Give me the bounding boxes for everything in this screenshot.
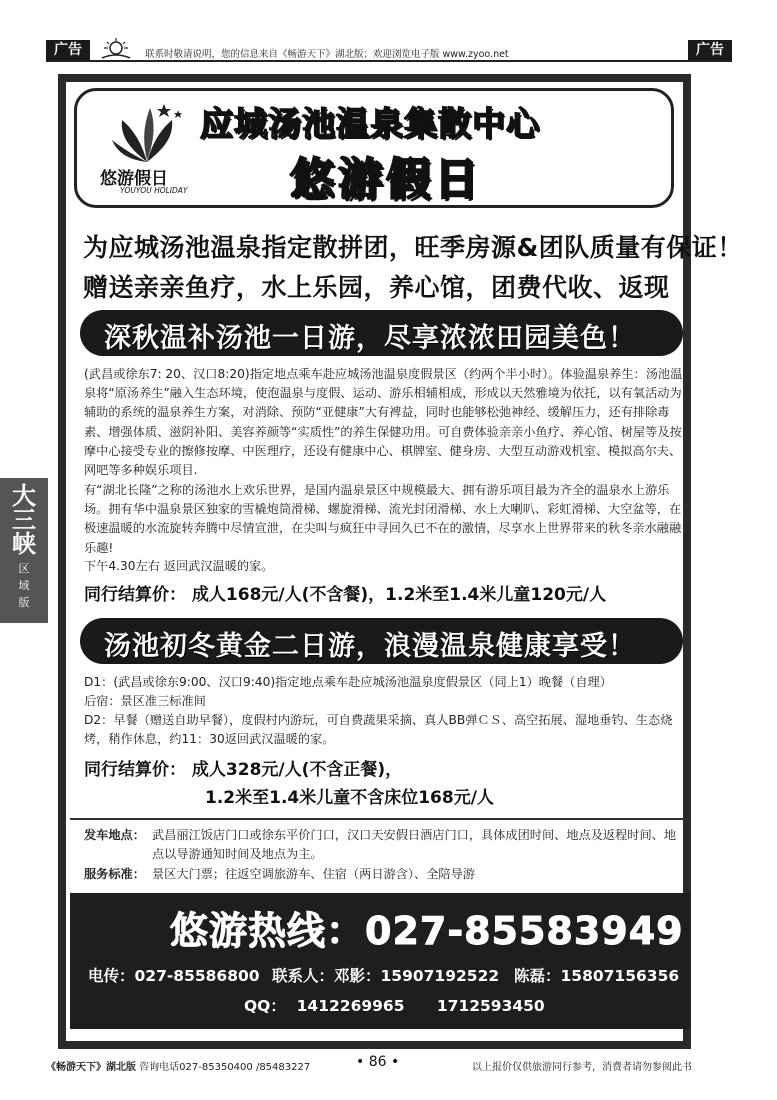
header-note: 联系时敬请说明，您的信息来自《畅游天下》湖北版；欢迎浏览电子版 www.zyoo.net xyxy=(145,49,509,60)
ad-tag-left: 广告 xyxy=(46,40,90,60)
side-title-text: 大三峡 xyxy=(12,482,36,558)
service-text: 景区大门票；往返空调旅游车、住宿（两日游含）、全陪导游 xyxy=(152,867,475,881)
tour2-title: 汤池初冬黄金二日游，浪漫温泉健康享受！ xyxy=(104,631,636,662)
promo-line-1: 为应城汤池温泉指定散拼团，旺季房源&团队质量有保证！ xyxy=(83,233,743,262)
tour1-title: 深秋温补汤池一日游，尽享浓浓田园美色！ xyxy=(104,323,636,354)
region-side-tab xyxy=(0,478,48,623)
tour2-price-child: 1.2米至1.4米儿童不含床位168元/人 xyxy=(205,788,494,808)
tour1-price: 同行结算价： 成人168元/人(不含餐)，1.2米至1.4米儿童120元/人 xyxy=(84,585,607,605)
departure-info xyxy=(84,826,684,864)
side-subtitle: 区域版 xyxy=(18,562,30,609)
service-label: 服务标准： xyxy=(84,867,145,881)
banner-title: 悠游假日 xyxy=(290,154,482,205)
footer-magazine: 《畅游天下》湖北版 xyxy=(46,1062,136,1073)
contact-chen: 陈磊：15807156356 xyxy=(514,967,680,985)
page-number: • 86 • xyxy=(356,1054,400,1070)
tour1-description: (武昌或徐东7: 20、汉口8:20)指定地点乘车赴应城汤池温泉度假景区（约两个半小时）。体验温泉养生：汤池温泉将“原汤养生”融入生态环境，使泡温泉与度假、运动、游乐相辅相成，形成以天然雅境为依托，以有氧活动为辅助的系统的温泉养生方案，对消除、预防“亚健康”大有裨益，同时也能够松弛神经、缓解压力，还有排除毒素、增强体质、滋阴补阳、美容养颜等“实质性”的养生保健功用。可自费体验亲亲小鱼疗、养心馆、树屋等及按摩中心接受专业的擦修按摩、中医理疗，还设有健康中心、棋牌室、健身房、大型互动游戏机室、模拟高尔夫、网吧等多种娱乐项目. xyxy=(84,367,683,478)
footer-phone: 咨询电话027-85350400 /85483227 xyxy=(136,1062,311,1073)
section-divider xyxy=(70,818,690,820)
footer-left xyxy=(46,1058,310,1073)
magazine-logo xyxy=(96,36,136,62)
tour1-return: 下午4.30左右 返回武汉温暖的家。 xyxy=(84,559,274,573)
tour2-day2: D2：早餐（赠送自助早餐），度假村内游玩，可自费蔬果采摘、真人BB弹ＣＳ、高空拓展、湿地垂钓、生态烧烤，稍作休息，约11：30返回武汉温暖的家。 xyxy=(84,713,673,747)
departure-label: 发车地点： xyxy=(84,828,145,842)
logo-english: YOUYOU HOLIDAY xyxy=(120,186,188,195)
promo-line-2: 赠送亲亲鱼疗，水上乐园，养心馆，团费代收、返现 xyxy=(83,273,670,302)
departure-text: 武昌丽江饭店门口或徐东平价门口，汉口天安假日酒店门口，具体成团时间、地点及返程时间、地点以导游通知时间及地点为主。 xyxy=(152,828,677,861)
logo-text: 悠游假日 xyxy=(100,169,168,189)
qq-numbers: QQ： 1412269965 1712593450 xyxy=(244,997,545,1015)
side-title xyxy=(0,484,48,556)
youyou-logo xyxy=(92,100,202,200)
hotline-title: 悠游热线：027-85583949 xyxy=(170,909,684,953)
footer-disclaimer: 以上报价仅供旅游同行参考，消费者请勿参阅此书 xyxy=(472,1062,692,1073)
header-rule xyxy=(46,60,732,62)
fax-number: 电传：027-85586800 xyxy=(88,967,260,985)
service-info xyxy=(84,865,684,884)
tour2-day1: D1：(武昌或徐东9:00、汉口9:40)指定地点乘车赴应城汤池温泉度假景区（同上1）晚餐（自理） xyxy=(84,675,612,689)
banner-subtitle: 应城汤池温泉集散中心 xyxy=(200,104,540,143)
contact-deng: 联系人：邓影：15907192522 xyxy=(272,967,500,985)
lotus-icon xyxy=(92,100,202,170)
tour2-price-adult: 同行结算价： 成人328元/人(不含正餐)， xyxy=(84,760,403,780)
tour1-waterpark: 有“湖北长隆”之称的汤池水上欢乐世界，是国内温泉景区中规模最大、拥有游乐项目最为齐全的温泉水上游乐场。拥有华中温泉景区独家的雪橇炮筒滑梯、螺旋滑梯、流光封闭滑梯、水上大喇叭、彩虹滑梯、大空盆等，在极速温暖的水流旋转奔腾中尽情宣泄，在尖叫与疯狂中寻回久已不在的激情，尽享水上世界带来的秋冬亲水融融乐趣! xyxy=(84,483,682,555)
tour2-day1-lodging: 后宿：景区准三标准间 xyxy=(84,694,206,708)
ad-tag-right: 广告 xyxy=(688,40,732,60)
